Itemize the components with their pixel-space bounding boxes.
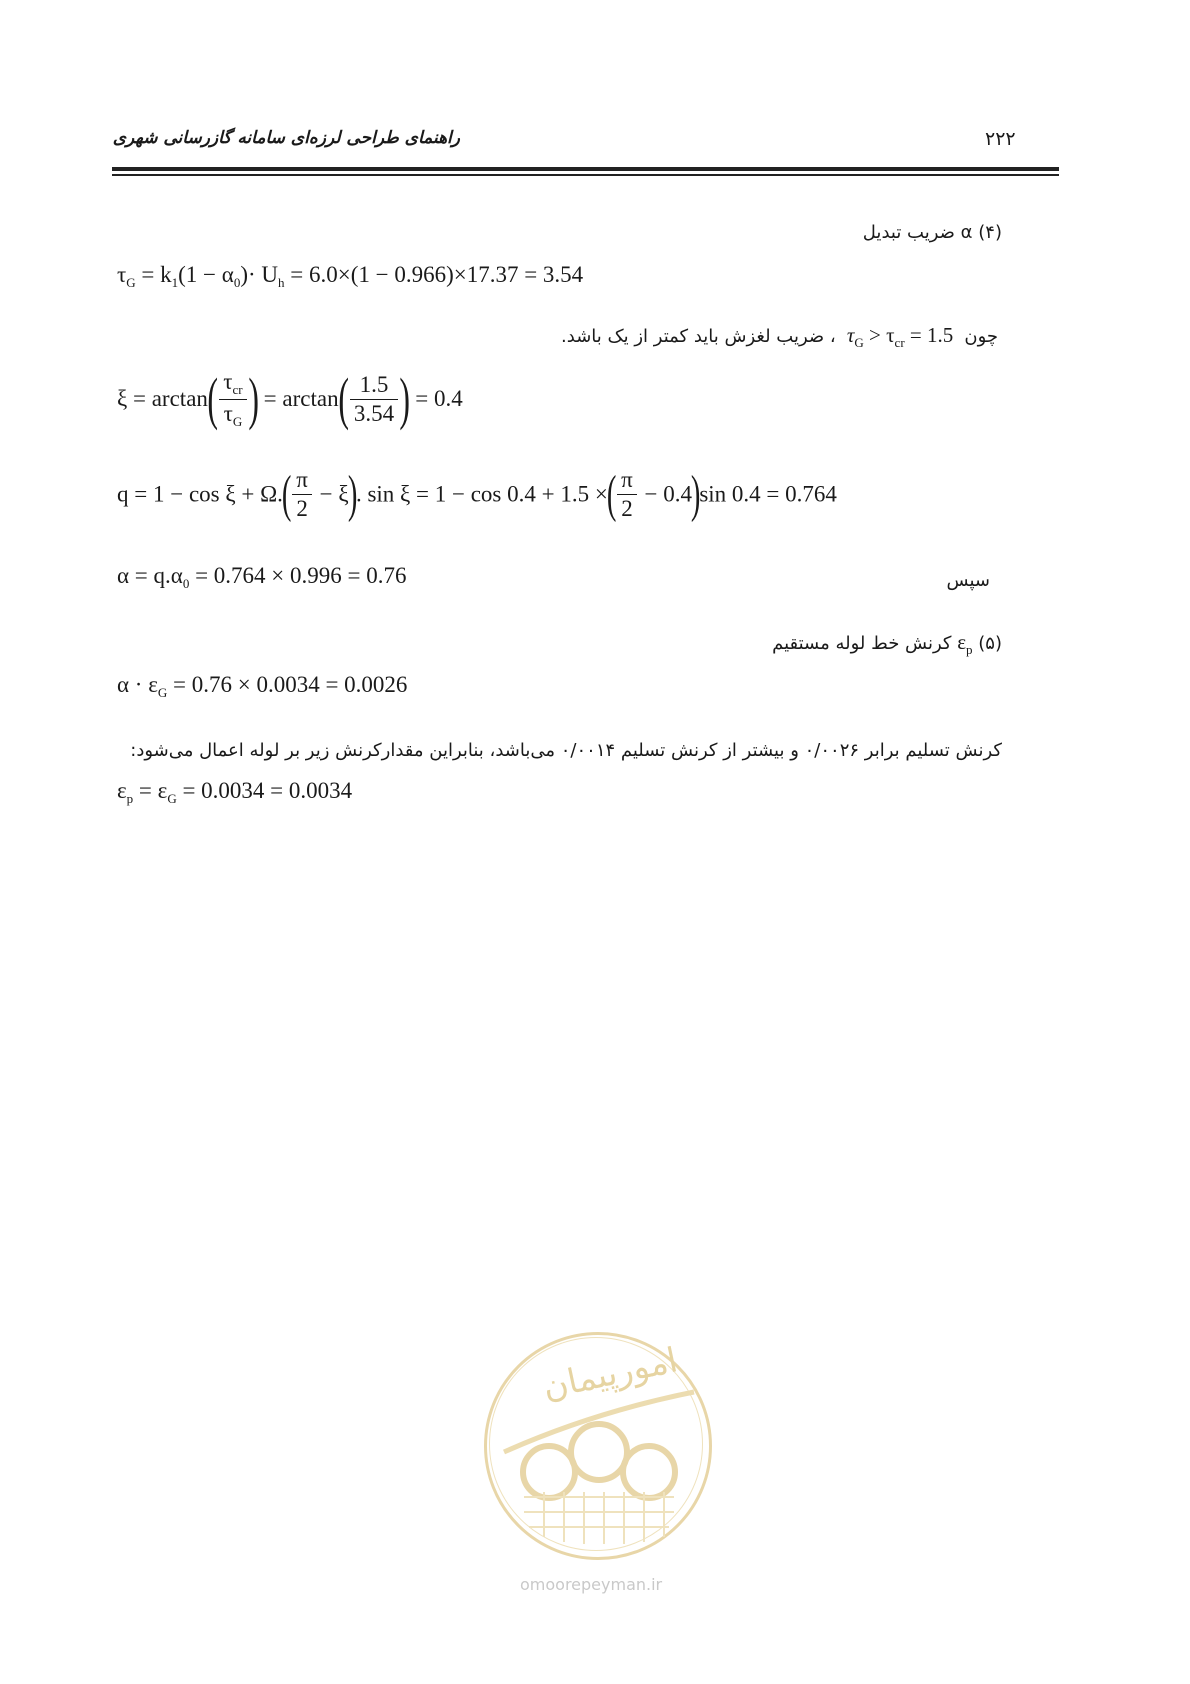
watermark-logo-text: امورپیمان [539,1340,682,1408]
section-4-heading: (۴) α ضریب تبدیل [862,222,1002,243]
section-5-heading: (۵) $\varepsilon_p$ کرنش خط لوله مستقیم [772,630,1002,657]
label-sepas: سپس [946,570,990,591]
xi-equation: ξ = arctan( $\frac{\tau_{cr}}{\tau_G}$ ) = arctan( $\frac{1.5}{3.54}$ ) = 0.4 [117,366,463,432]
q-equation: q = 1 − cos ξ + Ω.( $\frac{\pi}{2}$ − ξ). sin ξ = 1 − cos 0.4 + 1.5 ×( $\frac{\pi}{2}$ − 0.4)sin 0.4 = 0.764 [117,465,837,523]
condition-line: چون $\tau_G > \tau_{cr} = 1.5$ ، ضریب لغزش باید کمتر از یک باشد. [561,323,998,350]
page-number: ۲۲۲ [985,128,1016,150]
tau-equation: $\tau_G = k_1(1 - \alpha_0)\cdot U_h = 6.0\times(1 - 0.966)\times 17.37 = 3.54$ [117,262,584,290]
watermark-logo [484,1332,712,1560]
running-title: راهنمای طراحی لرزه‌ای سامانه گازرسانی شهری [112,128,460,148]
alpha-equation: $\alpha = q.\alpha_0 = 0.764 \times 0.996 = 0.76$ [117,563,407,591]
watermark-site: omoorepeyman.ir [520,1575,663,1594]
header-rule-thick [112,167,1059,171]
alpha-eps-equation: $\alpha \cdot \varepsilon_G = 0.76 \times 0.0034 = 0.0026$ [117,672,408,700]
header-rule-thin [112,174,1059,176]
yield-strain-paragraph: کرنش تسلیم برابر ۰/۰۰۲۶ و بیشتر از کرنش تسلیم ۰/۰۰۱۴ می‌باشد، بنابراین مقدارکرنش زیر بر لوله اعمال می‌شود: [130,740,1002,761]
final-strain-equation: $\varepsilon_p = \varepsilon_G = 0.0034 = 0.0034$ [117,778,353,806]
